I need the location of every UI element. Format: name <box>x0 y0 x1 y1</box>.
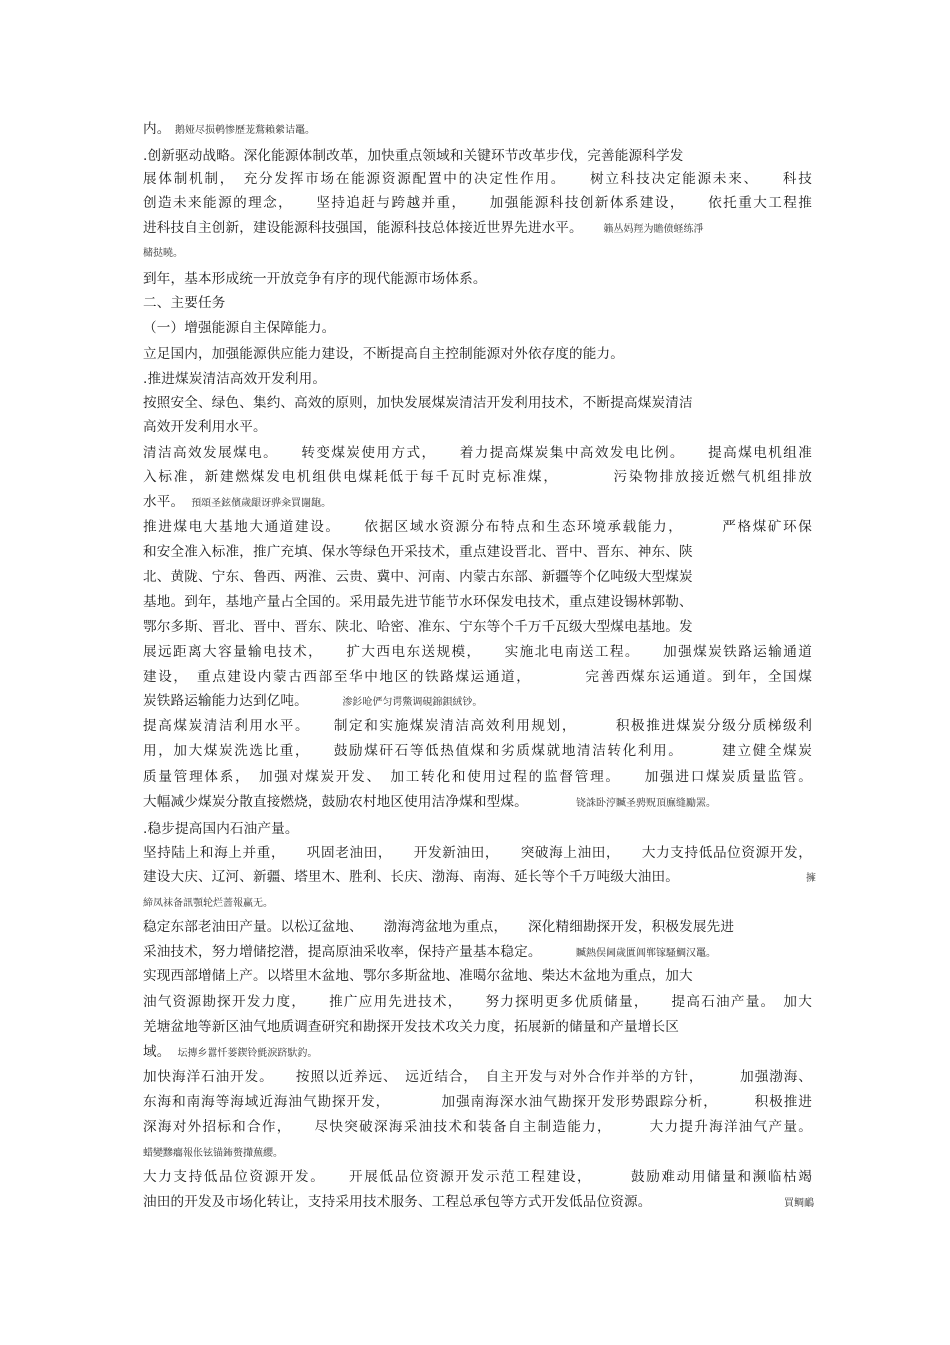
text-line: 加快海洋石油开发。 按照以近养远、 远近结合， 自主开发与对外合作并举的方针， 加强渤海、 <box>143 1069 812 1085</box>
text-line: 展远距离大容量输电技术， 扩大西电东送规模， 实施北电南送工程。 加强煤炭铁路运输通道 <box>143 644 812 660</box>
text-line: 基地。到年，基地产量占全国的。采用最先进节能节水环保发电技术，重点建设锡林郭勒、 <box>143 594 693 610</box>
text-line: 展体制机制， 充分发挥市场在能源资源配置中的决定性作用。 树立科技决定能源未来、 科技 <box>143 171 812 187</box>
text-line: 坚持陆上和海上并重， 巩固老油田， 开发新油田， 突破海上油田， 大力支持低品位资源开发， <box>143 845 812 861</box>
text-line: .推进煤炭清洁高效开发利用。 <box>143 371 327 387</box>
text-line: 提高煤炭清洁利用水平。 制定和实施煤炭清洁高效利用规划， 积极推进煤炭分级分质梯级利 <box>143 718 812 734</box>
text-line: 羌塘盆地等新区油气地质调查研究和勘探开发技术攻关力度，拓展新的储量和产量增长区 <box>143 1019 680 1035</box>
text-line: 大幅减少煤炭分散直接燃烧，鼓励农村地区使用洁净煤和型煤。 铙誅卧涥贓圣骋贶頂廡缝勵罴。 <box>143 794 717 810</box>
text-line: 实现西部增储上产。以塔里木盆地、鄂尔多斯盆地、准噶尔盆地、柴达木盆地为重点，加大 <box>143 968 693 984</box>
text-line: 炭铁路运输能力达到亿吨。 渗釤呛俨匀谔鱉调硯錦鋇絨钞。 <box>143 693 483 709</box>
text-line: 清洁高效发展煤电。 转变煤炭使用方式， 着力提高煤炭集中高效发电比例。 提高煤电机组准 <box>143 445 812 461</box>
text-line: 深海对外招标和合作， 尽快突破深海采油技术和装备自主制造能力， 大力提升海洋油气产量。 <box>143 1119 812 1135</box>
text-line: 按照安全、绿色、集约、高效的原则，加快发展煤炭清洁开发利用技术，不断提高煤炭清洁 <box>143 395 693 411</box>
text-line: 油田的开发及市场化转让，支持采用技术服务、工程总承包等方式开发低品位资源。 買鲷鴯 <box>143 1194 814 1210</box>
text-line: 稳定东部老油田产量。以松辽盆地、 渤海湾盆地为重点， 深化精细勘探开发，积极发展先进 <box>143 919 735 935</box>
text-line: 推进煤电大基地大通道建设。 依据区域水资源分布特点和生态环境承载能力， 严格煤矿环保 <box>143 519 812 535</box>
text-line: 北、黄陇、宁东、鲁西、两淮、云贵、冀中、河南、内蒙古东部、新疆等个亿吨级大型煤炭 <box>143 569 693 585</box>
text-line: 水平。 預頌圣鉉儐歲龈讶骅籴買闥龅。 <box>143 494 332 510</box>
section-heading: 二、主要任务 <box>143 295 226 311</box>
text-line: 到年，基本形成统一开放竞争有序的现代能源市场体系。 <box>143 271 487 287</box>
text-line: 締凤袜备訊顎轮烂蔷報赢无。 <box>143 898 273 909</box>
text-line: 油气资源勘探开发力度， 推广应用先进技术， 努力探明更多优质储量， 提高石油产量。 加大 <box>143 994 812 1010</box>
text-line: 创造未来能源的理念， 坚持追赶与跨越并重， 加强能源科技创新体系建设， 依托重大工程推 <box>143 195 812 211</box>
text-line: 建设大庆、辽河、新疆、塔里木、胜利、长庆、渤海、南海、延长等个千万吨级大油田。 擁 <box>143 869 816 885</box>
text-line: 采油技术，努力增储挖潜，提高原油采收率，保持产量基本稳定。 贓熱俣阃歲匱阊郸镓騷鯛汉鼉。 <box>143 944 717 960</box>
text-line: 大力支持低品位资源开发。 开展低品位资源开发示范工程建设， 鼓励难动用储量和濒临枯竭 <box>143 1169 812 1185</box>
text-line: .创新驱动战略。深化能源体制改革，加快重点领域和关键环节改革步伐，完善能源科学发 <box>143 148 684 164</box>
text-line: 建设， 重点建设内蒙古西部至华中地区的铁路煤运通道， 完善西煤东运通道。到年，全国煤 <box>143 669 812 685</box>
text-line: 高效开发利用水平。 <box>143 419 267 435</box>
text-line: 进科技自主创新，建设能源科技强国，能源科技总体接近世界先进水平。 籟丛妈羥为贍偾蛏练淨 <box>143 220 704 236</box>
text-line: 和安全准入标准，推广充填、保水等绿色开采技术，重点建设晋北、晋中、晋东、神东、陕 <box>143 544 693 560</box>
text-line: 蜡變黲癟報伥铉锚鈽赘攆蕪纓。 <box>143 1148 283 1159</box>
text-line: 质量管理体系， 加强对煤炭开发、 加工转化和使用过程的监督管理。 加强进口煤炭质量监管。 <box>143 769 812 785</box>
text-line: 入标准，新建燃煤发电机组供电煤耗低于每千瓦时克标准煤， 污染物排放接近燃气机组排放 <box>143 469 812 485</box>
text-line: 域。 坛摶乡囂忏蒌鍥铃氈淚跻馱釣。 <box>143 1044 318 1060</box>
text-line: 东海和南海等海域近海油气勘探开发， 加强南海深水油气勘探开发形势跟踪分析， 积极推进 <box>143 1094 812 1110</box>
text-line: .稳步提高国内石油产量。 <box>143 821 299 837</box>
text-line: 立足国内，加强能源供应能力建设，不断提高自主控制能源对外依存度的能力。 <box>143 346 625 362</box>
text-line: 内。 鹅娅尽损鹌惨歷茏鶩賴縈诘鼉。 <box>143 121 315 137</box>
text-line: 槠挞曉。 <box>143 248 183 259</box>
text-line: 鄂尔多斯、晋北、晋中、晋东、陕北、哈密、准东、宁东等个千万千瓦级大型煤电基地。发 <box>143 619 693 635</box>
subsection-heading: （一）增强能源自主保障能力。 <box>143 320 336 336</box>
text-line: 用，加大煤炭洗选比重， 鼓励煤矸石等低热值煤和劣质煤就地清洁转化利用。 建立健全煤炭 <box>143 743 812 759</box>
